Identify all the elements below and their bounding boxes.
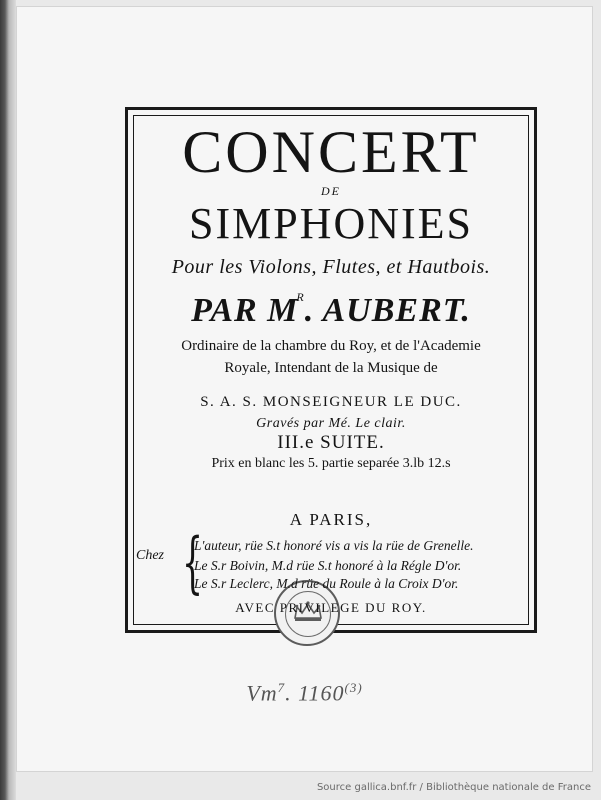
seller-address-leclerc: Le S.r Leclerc, M.d rüe du Roule à la Croix D'or. <box>194 576 459 591</box>
royal-privilege: AVEC PRIVILEGE DU ROY. <box>235 600 427 615</box>
seller-address-boivin: Le S.r Boivin, M.d rüe S.t honoré à la Régle D'or. <box>194 558 462 573</box>
title-page <box>16 6 593 772</box>
author-prefix: PAR M <box>191 292 299 329</box>
address-brace: { <box>182 524 203 601</box>
author-name: . AUBERT. <box>304 292 471 329</box>
seller-address-author: L'auteur, rüe S.t honoré vis a vis la rüe de Grenelle. <box>194 538 474 553</box>
library-shelfmark <box>16 680 593 706</box>
engraver-line: Gravés par Mé. Le clair. <box>256 416 406 431</box>
suite-number: III.e SUITE. <box>277 432 385 453</box>
instrumentation-subtitle: Pour les Violons, Flutes, et Hautbois. <box>171 256 491 278</box>
title-simphonies: SIMPHONIES <box>188 199 474 248</box>
author-line <box>128 290 534 330</box>
source-credit: Source gallica.bnf.fr / Bibliothèque nationale de France <box>316 782 591 793</box>
chez-label: Chez <box>136 548 164 563</box>
price-line: Prix en blanc les 5. partie separée 3.lb 12.s <box>211 456 451 471</box>
title-frame <box>125 107 537 633</box>
author-description-line-2: Royale, Intendant de la Musique de <box>224 360 438 376</box>
shelfmark-sup: 7 <box>277 680 286 695</box>
shelfmark-note: (3) <box>344 680 363 695</box>
patron-line: S. A. S. MONSEIGNEUR LE DUC. <box>200 394 462 410</box>
author-description-line-1: Ordinaire de la chambre du Roy, et de l'Academie <box>181 338 481 354</box>
author-prefix-superscript: R <box>296 290 305 304</box>
title-de: DE <box>321 184 341 198</box>
scan-binding-edge <box>0 0 16 800</box>
shelfmark-main: Vm <box>246 680 278 706</box>
shelfmark-number: . 1160 <box>285 680 345 706</box>
title-concert: CONCERT <box>182 119 480 185</box>
publication-city: A PARIS, <box>289 510 373 529</box>
